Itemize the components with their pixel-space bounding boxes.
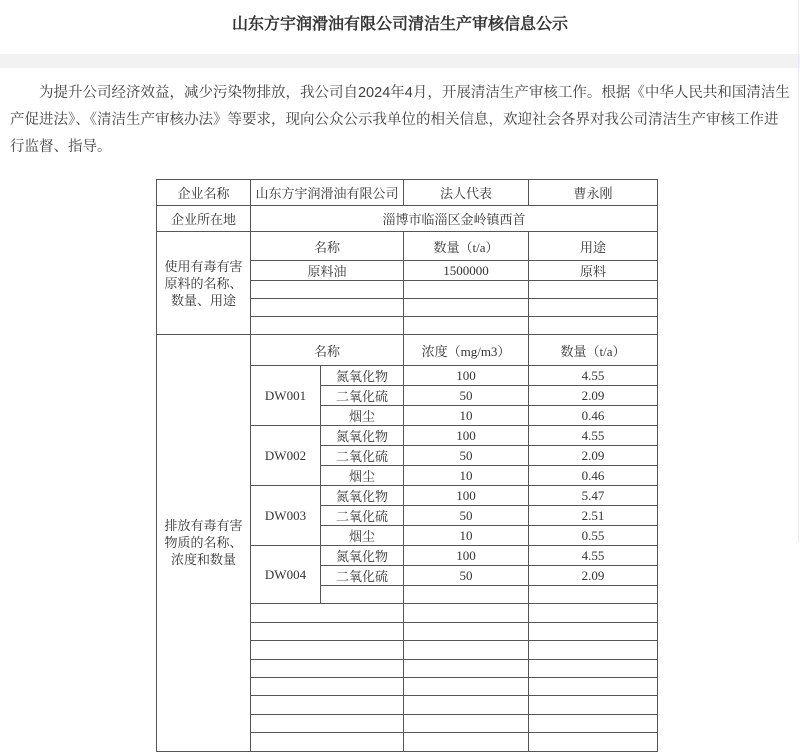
empty-cell <box>529 299 658 317</box>
emissions-col-qty: 数量（t/a） <box>529 335 658 366</box>
pollutant-qty-cell: 4.55 <box>529 366 658 386</box>
pollutant-qty-cell: 5.47 <box>529 486 658 506</box>
pollutant-conc-cell: 50 <box>404 506 529 526</box>
outlet-id-cell: DW002 <box>251 426 321 486</box>
pollutant-conc-cell: 10 <box>404 466 529 486</box>
pollutant-name-cell: 二氧化硫 <box>321 566 404 586</box>
pollutant-conc-cell: 100 <box>404 546 529 566</box>
pollutant-name-cell: 二氧化硫 <box>321 446 404 466</box>
pollutant-conc-cell: 100 <box>404 366 529 386</box>
company-name-label: 企业名称 <box>157 180 251 206</box>
company-name-value: 山东方宇润滑油有限公司 <box>251 180 404 206</box>
outlet-id-cell: DW003 <box>251 486 321 546</box>
page-title: 山东方宇润滑油有限公司清洁生产审核信息公示 <box>231 16 568 33</box>
pollutant-conc-cell: 10 <box>404 526 529 546</box>
pollutant-name-cell: 氮氧化物 <box>321 546 404 566</box>
empty-cell <box>251 299 404 317</box>
pollutant-qty-cell: 0.46 <box>529 406 658 426</box>
pollutant-qty-cell: 2.09 <box>529 446 658 466</box>
pollutant-name-cell: 二氧化硫 <box>321 386 404 406</box>
materials-col-name: 名称 <box>251 232 404 261</box>
legal-rep-value: 曹永刚 <box>529 180 658 206</box>
empty-cell <box>321 586 404 604</box>
empty-cell <box>404 586 529 604</box>
pollutant-qty-cell: 2.09 <box>529 566 658 586</box>
pollutant-qty-cell: 4.55 <box>529 546 658 566</box>
pollutant-qty-cell: 2.09 <box>529 386 658 406</box>
empty-cell <box>404 317 529 335</box>
materials-header-row <box>157 232 658 261</box>
pollutant-name-cell: 氮氧化物 <box>321 426 404 446</box>
company-row <box>157 180 658 206</box>
pollutant-conc-cell: 50 <box>404 446 529 466</box>
pollutant-name-cell: 烟尘 <box>321 406 404 426</box>
pollutant-conc-cell: 100 <box>404 426 529 446</box>
address-label: 企业所在地 <box>157 206 251 232</box>
pollutant-qty-cell: 4.55 <box>529 426 658 446</box>
materials-col-qty: 数量（t/a） <box>404 232 529 261</box>
empty-cell <box>404 299 529 317</box>
material-use-cell: 原料 <box>529 261 658 281</box>
pollutant-qty-cell: 0.46 <box>529 466 658 486</box>
outlet-id-cell: DW004 <box>251 546 321 604</box>
pollutant-name-cell: 氮氧化物 <box>321 486 404 506</box>
pollutant-name-cell: 烟尘 <box>321 526 404 546</box>
emissions-col-conc: 浓度（mg/m3） <box>404 335 529 366</box>
address-value: 淄博市临淄区金岭镇西首 <box>251 206 658 232</box>
empty-cell <box>251 281 404 299</box>
pollutant-qty-cell: 2.51 <box>529 506 658 526</box>
pollutant-conc-cell: 100 <box>404 486 529 506</box>
pollutant-name-cell: 烟尘 <box>321 466 404 486</box>
outlet-id-cell: DW001 <box>251 366 321 426</box>
empty-cell <box>529 586 658 604</box>
empty-cell <box>529 317 658 335</box>
section-divider-band <box>0 54 800 68</box>
material-name-cell: 原料油 <box>251 261 404 281</box>
pollutant-conc-cell: 10 <box>404 406 529 426</box>
materials-col-use: 用途 <box>529 232 658 261</box>
pollutant-name-cell: 二氧化硫 <box>321 506 404 526</box>
pollutant-name-cell: 氮氧化物 <box>321 366 404 386</box>
empty-cell <box>529 281 658 299</box>
legal-rep-label: 法人代表 <box>404 180 529 206</box>
title-section <box>0 0 800 54</box>
material-qty-cell: 1500000 <box>404 261 529 281</box>
window-right-edge <box>798 0 799 542</box>
pollutant-qty-cell: 0.55 <box>529 526 658 546</box>
address-row <box>157 206 658 232</box>
emissions-col-name: 名称 <box>251 335 404 366</box>
pollutant-conc-cell: 50 <box>404 566 529 586</box>
empty-cell <box>404 281 529 299</box>
materials-section-label: 使用有毒有害原料的名称、数量、用途 <box>157 232 251 335</box>
pollutant-conc-cell: 50 <box>404 386 529 406</box>
content-section <box>0 68 800 752</box>
audit-info-table <box>156 179 658 752</box>
emissions-section-label: 排放有毒有害物质的名称、浓度和数量 <box>157 335 251 752</box>
emissions-header-row <box>157 335 658 366</box>
empty-cell <box>251 317 404 335</box>
intro-paragraph: 为提升公司经济效益，减少污染物排放，我公司自2024年4月，开展清洁生产审核工作。根据《中华人民共和国清洁生产促进法》、《清洁生产审核办法》等要求，现向公众公示我单位的相关信息，欢迎社会各界对我公司清洁生产审核工作进行监督、指导。 <box>10 85 790 155</box>
